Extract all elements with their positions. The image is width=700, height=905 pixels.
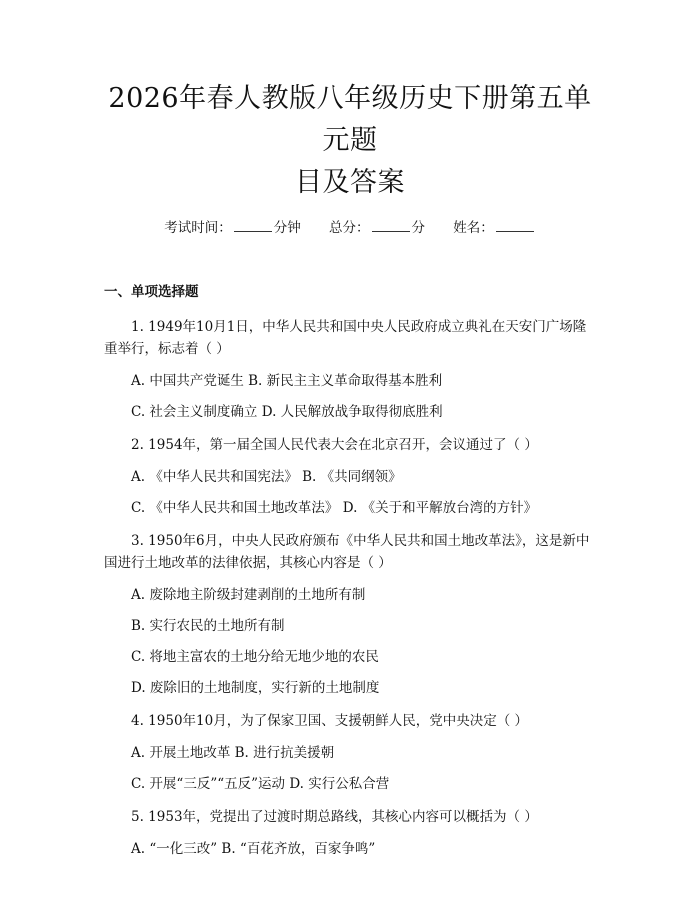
question-text: 5. 1953年，党提出了过渡时期总路线，其核心内容可以概括为（ ） [131, 809, 538, 825]
question-5 [104, 806, 596, 859]
exam-name-blank [496, 219, 534, 232]
exam-score-blank [372, 219, 410, 232]
option-line: A. 中国共产党诞生 B. 新民主主义革命取得基本胜利 [131, 373, 443, 389]
question-list [104, 316, 596, 859]
exam-name [453, 218, 536, 238]
exam-name-label: 姓名： [453, 220, 494, 236]
option-line: A. 开展土地改革 B. 进行抗美援朝 [131, 745, 335, 761]
exam-score-label: 总分： [329, 220, 370, 236]
question-text: 2. 1954年，第一届全国人民代表大会在北京召开，会议通过了（ ） [131, 437, 538, 453]
exam-score [329, 218, 425, 238]
option-line: C. 社会主义制度确立 D. 人民解放战争取得彻底胜利 [131, 404, 443, 420]
title-line-1: 2026年春人教版八年级历史下册第五单元题 [108, 83, 592, 156]
option-line: C. 将地主富农的土地分给无地少地的农民 [131, 649, 379, 665]
section-heading: 一、单项选择题 [104, 284, 199, 300]
option-line: A. 废除地主阶级封建剥削的土地所有制 [131, 587, 366, 603]
exam-info [104, 218, 596, 238]
question-text: 4. 1950年10月，为了保家卫国、支援朝鲜人民，党中央决定（ ） [131, 713, 528, 729]
question-3 [104, 530, 596, 698]
option-line: C. 《中华人民共和国土地改革法》 D. 《关于和平解放台湾的方针》 [131, 500, 538, 516]
option-line: A. “一化三改” B. “百花齐放，百家争鸣” [131, 841, 376, 857]
question-1 [104, 316, 596, 422]
document-title [104, 0, 596, 204]
question-text: 3. 1950年6月，中央人民政府颁布《中华人民共和国土地改革法》，这是新中国进行土地改革的法律依据，其核心内容是（ ） [104, 533, 590, 571]
option-line: B. 实行农民的土地所有制 [131, 618, 285, 634]
exam-time [164, 218, 301, 238]
option-line: A. 《中华人民共和国宪法》 B. 《共同纲领》 [131, 469, 402, 485]
option-line: D. 废除旧的土地制度，实行新的土地制度 [131, 680, 380, 696]
question-2 [104, 434, 596, 518]
question-text: 1. 1949年10月1日，中华人民共和国中央人民政府成立典礼在天安门广场隆重举行，标志着（ ） [104, 319, 587, 357]
title-line-2: 目及答案 [295, 167, 405, 198]
exam-time-unit: 分钟 [273, 220, 301, 236]
option-line: C. 开展“三反”“五反”运动 D. 实行公私合营 [131, 776, 390, 792]
exam-time-blank [234, 219, 272, 232]
question-4 [104, 710, 596, 794]
exam-time-label: 考试时间： [164, 220, 232, 236]
exam-score-unit: 分 [411, 220, 425, 236]
